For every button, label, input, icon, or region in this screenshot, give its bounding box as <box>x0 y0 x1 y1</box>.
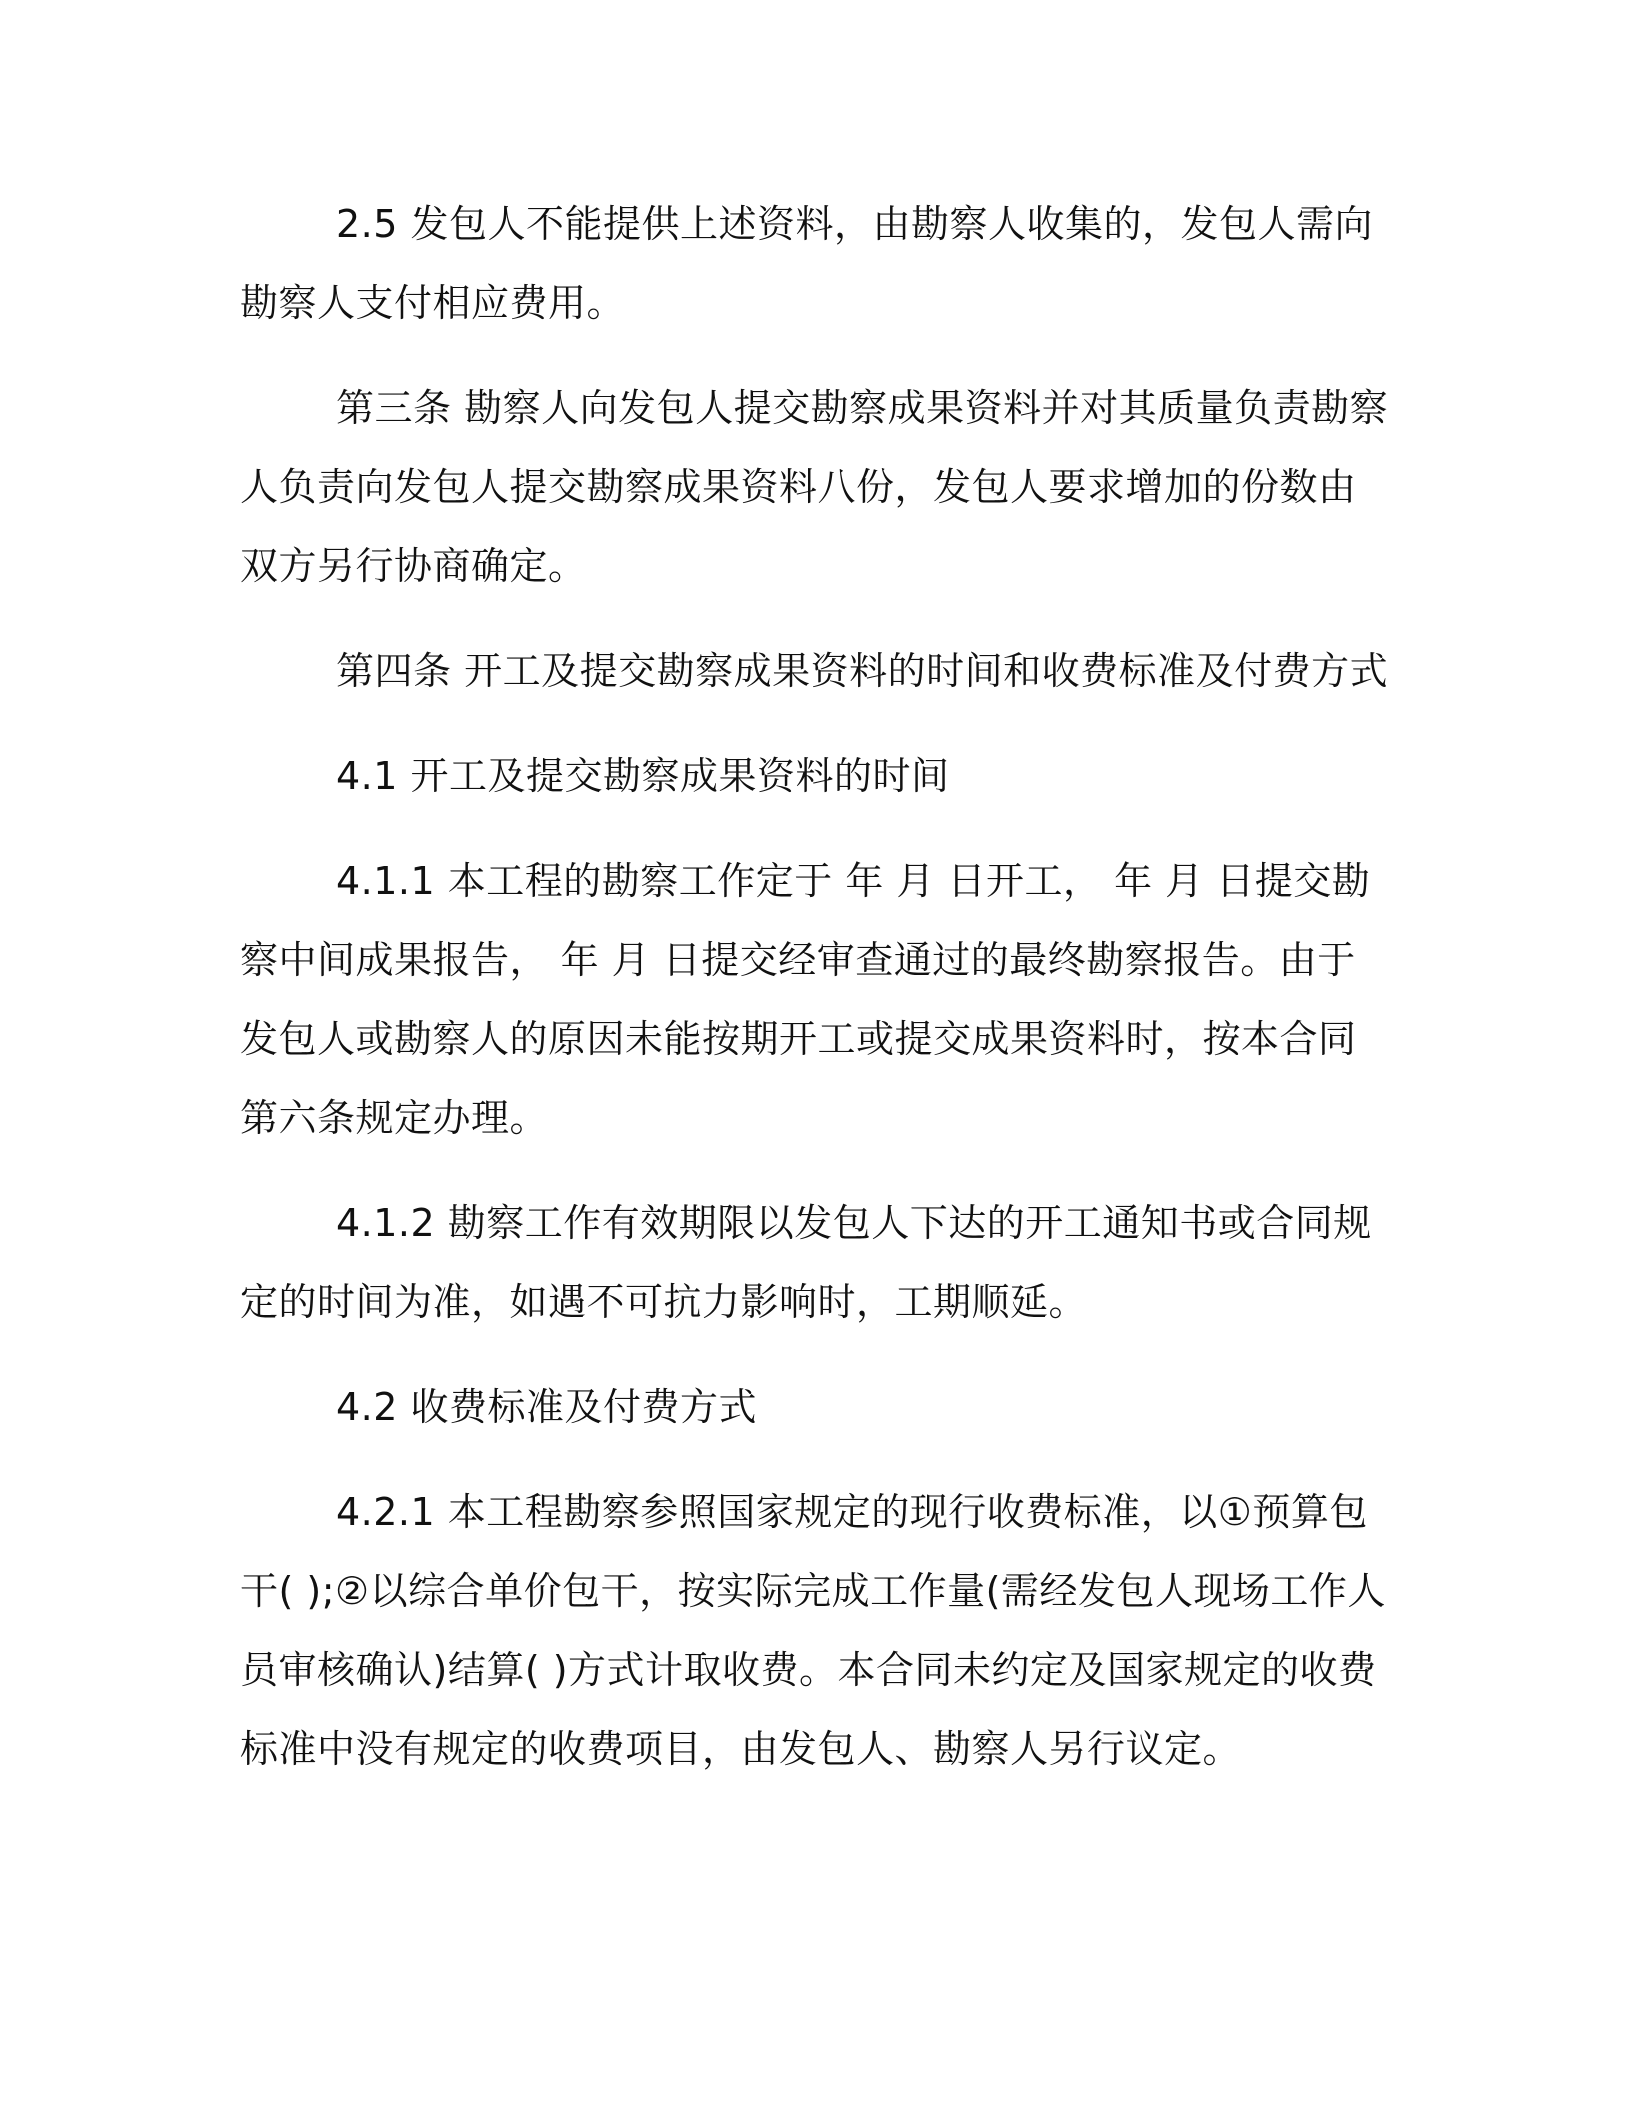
document-body <box>240 185 1390 1815</box>
paragraph-4-2-heading: 4.2 收费标准及付费方式 <box>336 1385 758 1429</box>
paragraph-4-1-2: 4.1.2 勘察工作有效期限以发包人下达的开工通知书或合同规定的时间为准，如遇不可抗力影响时，工期顺延。 <box>240 1201 1372 1324</box>
paragraph-4-1-1: 4.1.1 本工程的勘察工作定于 年 月 日开工， 年 月 日提交勘察中间成果报告， 年 月 日提交经审查通过的最终勘察报告。由于发包人或勘察人的原因未能按期开工或提交成果资料时，按本合同第六条规定办理。 <box>240 859 1371 1140</box>
paragraph-4-1-heading: 4.1 开工及提交勘察成果资料的时间 <box>336 754 950 798</box>
paragraph-4-2-1: 4.2.1 本工程勘察参照国家规定的现行收费标准，以①预算包干( );②以综合单价包干，按实际完成工作量(需经发包人现场工作人员审核确认)结算( )方式计取收费。本合同未约定及国家规定的收费标准中没有规定的收费项目，由发包人、勘察人另行议定。 <box>240 1490 1386 1771</box>
paragraph-article-4-heading: 第四条 开工及提交勘察成果资料的时间和收费标准及付费方式 <box>336 649 1389 693</box>
paragraph-2-5: 2.5 发包人不能提供上述资料，由勘察人收集的，发包人需向勘察人支付相应费用。 <box>240 202 1374 325</box>
paragraph-article-3: 第三条 勘察人向发包人提交勘察成果资料并对其质量负责勘察人负责向发包人提交勘察成果资料八份，发包人要求增加的份数由双方另行协商确定。 <box>240 386 1389 588</box>
